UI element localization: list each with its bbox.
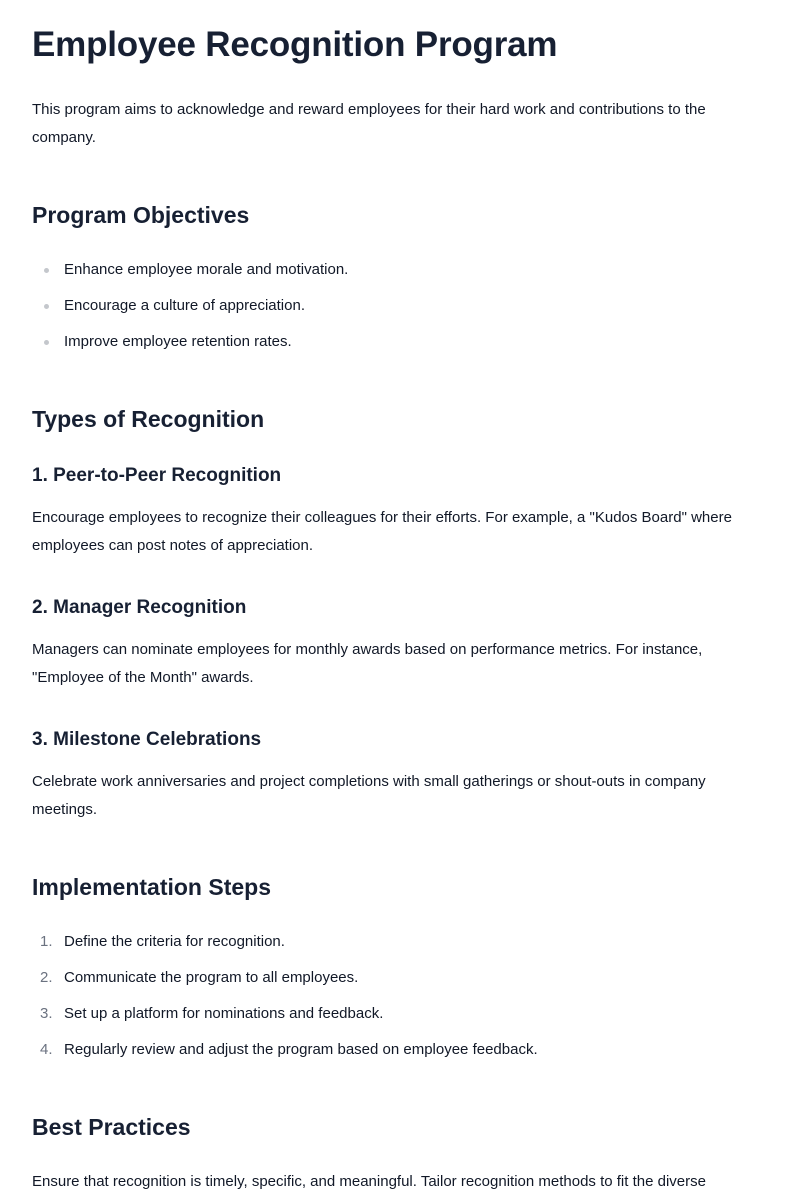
page-title: Employee Recognition Program	[32, 25, 558, 64]
list-item: 3. Set up a platform for nominations and feedback.	[40, 1005, 384, 1022]
list-item: Improve employee retention rates.	[32, 328, 764, 356]
best-practices-text: Ensure that recognition is timely, specific, and meaningful. Tailor recognition methods to fit the diverse	[32, 1173, 706, 1190]
list-item: 2. Communicate the program to all employees.	[40, 969, 359, 986]
list-item: Enhance employee morale and motivation.	[32, 256, 764, 284]
bullet-icon	[44, 340, 49, 345]
manager-recognition-heading: 2. Manager Recognition	[32, 597, 247, 618]
types-heading: Types of Recognition	[32, 406, 265, 432]
intro-paragraph: This program aims to acknowledge and reward employees for their hard work and contributions to the company.	[32, 101, 706, 146]
bullet-icon	[44, 268, 49, 273]
peer-recognition-text: Encourage employees to recognize their colleagues for their efforts. For example, a "Kudos Board" where employees can post notes of appreciation.	[32, 509, 732, 554]
milestone-celebrations-text: Celebrate work anniversaries and project completions with small gatherings or shout-outs in company meetings.	[32, 773, 706, 818]
list-item: 4. Regularly review and adjust the program based on employee feedback.	[40, 1041, 538, 1058]
list-item: Encourage a culture of appreciation.	[32, 292, 764, 320]
list-item: 1. Define the criteria for recognition.	[40, 933, 285, 950]
best-practices-heading: Best Practices	[32, 1114, 191, 1140]
milestone-celebrations-heading: 3. Milestone Celebrations	[32, 729, 262, 750]
bullet-icon	[44, 304, 49, 309]
objectives-heading: Program Objectives	[32, 202, 250, 228]
peer-recognition-heading: 1. Peer-to-Peer Recognition	[32, 465, 282, 486]
manager-recognition-text: Managers can nominate employees for monthly awards based on performance metrics. For instance, "Employee of the Month" awards.	[32, 641, 703, 686]
implementation-heading: Implementation Steps	[32, 874, 271, 900]
